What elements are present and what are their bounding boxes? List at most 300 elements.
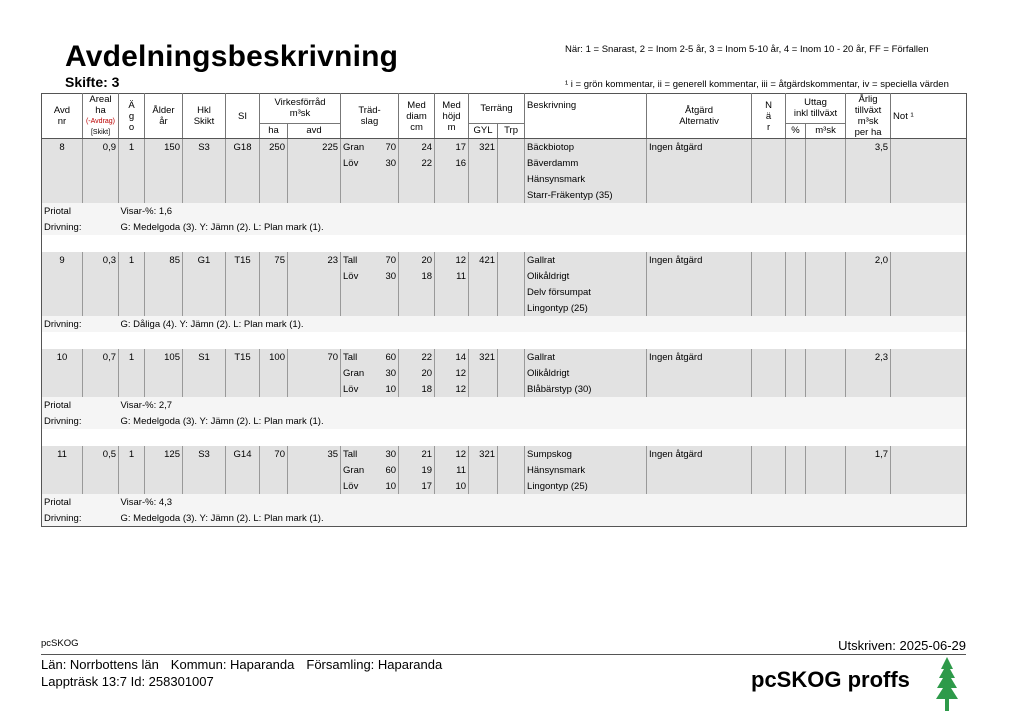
cell-hojd — [435, 284, 469, 300]
kommun: Kommun: Haparanda — [170, 657, 295, 672]
cell-areal — [83, 462, 119, 478]
cell-upct — [786, 155, 806, 171]
cell-tillv — [846, 187, 891, 203]
cell-diam: 24 — [399, 139, 435, 156]
cell-atgard — [647, 300, 752, 316]
col-tillvaxt: Årlig — [858, 94, 878, 105]
cell-not — [891, 300, 967, 316]
stand-row — [42, 462, 967, 478]
info-value: Visar-%: 2,7 — [119, 397, 967, 413]
cell-diam: 20 — [399, 252, 435, 268]
cell-hojd: 17 — [435, 139, 469, 156]
cell-areal — [83, 365, 119, 381]
cell-si — [226, 365, 260, 381]
cell-not — [891, 462, 967, 478]
stand-row — [42, 268, 967, 284]
cell-atgard — [647, 268, 752, 284]
cell-not — [891, 478, 967, 494]
cell-upct — [786, 171, 806, 187]
cell-alder — [145, 171, 183, 187]
cell-um3 — [806, 171, 846, 187]
cell-diam: 17 — [399, 478, 435, 494]
cell-pct — [383, 300, 399, 316]
cell-pct: 60 — [383, 462, 399, 478]
cell-si: G14 — [226, 446, 260, 462]
cell-si — [226, 462, 260, 478]
cell-not — [891, 268, 967, 284]
cell-trad: Tall — [341, 349, 383, 365]
col-terrang: Terräng — [480, 102, 513, 114]
cell-trad: Gran — [341, 139, 383, 156]
section-gap — [42, 429, 967, 446]
col-trp: Trp — [504, 125, 518, 137]
info-row — [42, 510, 967, 527]
cell-alder: 105 — [145, 349, 183, 365]
cell-pct: 10 — [383, 478, 399, 494]
cell-ag: 1 — [119, 139, 145, 156]
cell-hkl — [183, 284, 226, 300]
cell-trp — [498, 268, 525, 284]
cell-hkl — [183, 462, 226, 478]
cell-hkl — [183, 187, 226, 203]
cell-si: T15 — [226, 349, 260, 365]
cell-vha — [260, 381, 288, 397]
cell-hkl: S3 — [183, 139, 226, 156]
cell-upct — [786, 284, 806, 300]
stand-row — [42, 139, 967, 156]
cell-atgard — [647, 187, 752, 203]
cell-tillv: 2,3 — [846, 349, 891, 365]
cell-vha: 75 — [260, 252, 288, 268]
col-beskrivning: Beskrivning — [527, 100, 577, 111]
cell-atgard: Ingen åtgärd — [647, 349, 752, 365]
cell-si — [226, 155, 260, 171]
cell-avd — [42, 171, 83, 187]
cell-areal: 0,7 — [83, 349, 119, 365]
cell-gyl: 321 — [469, 139, 498, 156]
cell-hkl — [183, 155, 226, 171]
info-row — [42, 203, 967, 219]
cell-si — [226, 268, 260, 284]
cell-si — [226, 187, 260, 203]
cell-hkl — [183, 381, 226, 397]
col-nar: N — [765, 99, 772, 111]
col-atgard: Åtgärd — [685, 105, 714, 116]
cell-avd — [42, 284, 83, 300]
cell-ag — [119, 284, 145, 300]
cell-upct — [786, 300, 806, 316]
cell-si — [226, 381, 260, 397]
cell-ag — [119, 268, 145, 284]
cell-nar — [752, 155, 786, 171]
cell-ag — [119, 187, 145, 203]
cell-trp — [498, 478, 525, 494]
stand-row — [42, 300, 967, 316]
cell-hojd: 11 — [435, 462, 469, 478]
cell-hojd — [435, 171, 469, 187]
cell-upct — [786, 187, 806, 203]
cell-si — [226, 171, 260, 187]
cell-atgard — [647, 365, 752, 381]
cell-tillv — [846, 171, 891, 187]
cell-gyl — [469, 155, 498, 171]
cell-trad — [341, 187, 383, 203]
cell-gyl: 421 — [469, 252, 498, 268]
cell-areal: 0,9 — [83, 139, 119, 156]
cell-um3 — [806, 349, 846, 365]
col-alder: Ålder — [152, 105, 175, 116]
cell-not — [891, 139, 967, 156]
cell-atgard: Ingen åtgärd — [647, 252, 752, 268]
info-value: G: Dåliga (4). Y: Jämn (2). L: Plan mark (1). — [119, 316, 967, 332]
info-value: Visar-%: 1,6 — [119, 203, 967, 219]
cell-besk: Olikåldrigt — [525, 365, 647, 381]
cell-gyl — [469, 171, 498, 187]
cell-not — [891, 365, 967, 381]
cell-areal — [83, 155, 119, 171]
cell-hojd: 11 — [435, 268, 469, 284]
col-avd: Avd — [53, 105, 71, 116]
cell-alder — [145, 268, 183, 284]
print-date: Utskriven: 2025-06-29 — [838, 638, 966, 653]
fastighet: Lappträsk 13:7 Id: 258301007 — [41, 674, 214, 689]
col-diam: Med — [407, 99, 426, 111]
cell-tillv — [846, 381, 891, 397]
cell-hkl: S1 — [183, 349, 226, 365]
cell-trp — [498, 349, 525, 365]
cell-diam: 22 — [399, 155, 435, 171]
info-label: Priotal — [42, 203, 119, 219]
cell-hojd: 16 — [435, 155, 469, 171]
cell-avd — [42, 462, 83, 478]
info-value: G: Medelgoda (3). Y: Jämn (2). L: Plan mark (1). — [119, 413, 967, 429]
info-label: Drivning: — [42, 510, 119, 527]
stand-row — [42, 365, 967, 381]
cell-tillv — [846, 284, 891, 300]
cell-hojd: 10 — [435, 478, 469, 494]
cell-trad: Gran — [341, 462, 383, 478]
cell-not — [891, 252, 967, 268]
cell-si — [226, 284, 260, 300]
location-info — [41, 656, 454, 690]
cell-vavd: 225 — [288, 139, 341, 156]
cell-pct: 60 — [383, 349, 399, 365]
cell-areal — [83, 284, 119, 300]
cell-avd: 10 — [42, 349, 83, 365]
cell-alder: 150 — [145, 139, 183, 156]
cell-ag — [119, 478, 145, 494]
cell-not — [891, 155, 967, 171]
cell-besk: Gallrat — [525, 349, 647, 365]
cell-vavd — [288, 155, 341, 171]
cell-si — [226, 478, 260, 494]
cell-areal — [83, 171, 119, 187]
cell-um3 — [806, 446, 846, 462]
info-row — [42, 397, 967, 413]
cell-besk: Sumpskog — [525, 446, 647, 462]
cell-diam: 22 — [399, 349, 435, 365]
cell-nar — [752, 381, 786, 397]
cell-alder: 125 — [145, 446, 183, 462]
col-uttag: Uttag — [804, 97, 827, 109]
cell-ag: 1 — [119, 446, 145, 462]
cell-diam — [399, 171, 435, 187]
cell-trad — [341, 284, 383, 300]
cell-trp — [498, 187, 525, 203]
cell-alder — [145, 187, 183, 203]
cell-gyl — [469, 478, 498, 494]
section-gap — [42, 332, 967, 349]
cell-besk: Lingontyp (25) — [525, 478, 647, 494]
cell-nar — [752, 462, 786, 478]
col-tradslag: Träd- — [358, 105, 381, 116]
cell-nar — [752, 284, 786, 300]
cell-besk: Olikåldrigt — [525, 268, 647, 284]
cell-um3 — [806, 252, 846, 268]
cell-avd — [42, 365, 83, 381]
stand-row — [42, 381, 967, 397]
cell-vavd — [288, 462, 341, 478]
cell-nar — [752, 446, 786, 462]
footer-divider — [41, 654, 966, 655]
cell-diam: 21 — [399, 446, 435, 462]
cell-upct — [786, 478, 806, 494]
cell-vavd — [288, 300, 341, 316]
section-gap — [42, 235, 967, 252]
cell-vha — [260, 155, 288, 171]
cell-besk: Blåbärstyp (30) — [525, 381, 647, 397]
col-areal: Areal — [89, 94, 112, 105]
cell-upct — [786, 365, 806, 381]
cell-si — [226, 300, 260, 316]
cell-besk: Bäverdamm — [525, 155, 647, 171]
cell-avd — [42, 300, 83, 316]
cell-upct — [786, 252, 806, 268]
cell-diam — [399, 300, 435, 316]
page-title: Avdelningsbeskrivning — [65, 40, 399, 73]
cell-atgard: Ingen åtgärd — [647, 446, 752, 462]
program-name: pcSKOG — [41, 638, 79, 649]
cell-trp — [498, 139, 525, 156]
cell-hkl: G1 — [183, 252, 226, 268]
stand-table — [41, 93, 967, 527]
info-label: Drivning: — [42, 316, 119, 332]
cell-ag: 1 — [119, 252, 145, 268]
info-row — [42, 413, 967, 429]
cell-nar — [752, 139, 786, 156]
cell-alder — [145, 381, 183, 397]
cell-not — [891, 446, 967, 462]
cell-besk: Starr-Fräkentyp (35) — [525, 187, 647, 203]
cell-vha — [260, 462, 288, 478]
cell-vha — [260, 187, 288, 203]
cell-vavd — [288, 381, 341, 397]
cell-ag — [119, 462, 145, 478]
cell-trp — [498, 381, 525, 397]
cell-areal: 0,3 — [83, 252, 119, 268]
cell-um3 — [806, 155, 846, 171]
cell-alder — [145, 155, 183, 171]
cell-um3 — [806, 381, 846, 397]
cell-gyl — [469, 462, 498, 478]
cell-hojd: 12 — [435, 365, 469, 381]
cell-not — [891, 187, 967, 203]
cell-tillv — [846, 478, 891, 494]
cell-vha — [260, 284, 288, 300]
stand-row — [42, 349, 967, 365]
stand-row — [42, 252, 967, 268]
cell-gyl — [469, 284, 498, 300]
cell-vavd — [288, 268, 341, 284]
cell-diam: 18 — [399, 268, 435, 284]
info-row — [42, 316, 967, 332]
cell-hkl — [183, 478, 226, 494]
cell-vha: 100 — [260, 349, 288, 365]
cell-tillv — [846, 268, 891, 284]
col-virke-avd: avd — [306, 125, 322, 137]
cell-avd: 9 — [42, 252, 83, 268]
cell-upct — [786, 349, 806, 365]
cell-tillv: 2,0 — [846, 252, 891, 268]
cell-alder: 85 — [145, 252, 183, 268]
cell-trp — [498, 462, 525, 478]
legend-comment: ¹ i = grön kommentar, ii = generell kommentar, iii = åtgärdskommentar, iv = speciella värden — [565, 79, 949, 90]
cell-diam — [399, 187, 435, 203]
cell-not — [891, 284, 967, 300]
cell-si: T15 — [226, 252, 260, 268]
cell-tillv — [846, 155, 891, 171]
cell-besk: Delv försumpat — [525, 284, 647, 300]
cell-si: G18 — [226, 139, 260, 156]
cell-hkl — [183, 300, 226, 316]
cell-vavd — [288, 365, 341, 381]
col-uttag-m3: m³sk — [815, 125, 836, 137]
cell-trp — [498, 446, 525, 462]
cell-avd — [42, 381, 83, 397]
cell-gyl — [469, 300, 498, 316]
cell-alder — [145, 478, 183, 494]
cell-besk: Hänsynsmark — [525, 462, 647, 478]
cell-pct — [383, 171, 399, 187]
cell-upct — [786, 446, 806, 462]
cell-tillv — [846, 365, 891, 381]
cell-trad: Löv — [341, 381, 383, 397]
cell-tillv — [846, 462, 891, 478]
cell-pct: 30 — [383, 155, 399, 171]
cell-besk: Lingontyp (25) — [525, 300, 647, 316]
cell-um3 — [806, 284, 846, 300]
cell-avd: 8 — [42, 139, 83, 156]
cell-besk: Gallrat — [525, 252, 647, 268]
cell-not — [891, 171, 967, 187]
cell-um3 — [806, 365, 846, 381]
cell-nar — [752, 171, 786, 187]
col-agoslag: Ä — [128, 99, 135, 111]
cell-trad — [341, 171, 383, 187]
cell-vavd: 35 — [288, 446, 341, 462]
cell-um3 — [806, 187, 846, 203]
cell-gyl — [469, 268, 498, 284]
cell-atgard — [647, 284, 752, 300]
table-header: Avd nr Areal ha (-Avdrag) [Skikt] Ä g o Ålder år Hkl Skikt SI Virkesförråd m³sk Träd- slag Med diam cm Med höjd m Terräng Beskrivning Åtgärd Alternativ N ä r Uttag inkl tillväxt Årlig tillväxt m³sk per ha Not ¹ ha avd GYL Trp % m³sk — [42, 94, 967, 139]
cell-trad: Löv — [341, 268, 383, 284]
cell-vavd — [288, 187, 341, 203]
cell-hojd: 12 — [435, 381, 469, 397]
col-si: SI — [238, 110, 247, 122]
cell-diam: 20 — [399, 365, 435, 381]
cell-alder — [145, 284, 183, 300]
stand-row — [42, 187, 967, 203]
cell-not — [891, 381, 967, 397]
cell-ag — [119, 155, 145, 171]
cell-trp — [498, 155, 525, 171]
cell-um3 — [806, 462, 846, 478]
cell-trad: Löv — [341, 478, 383, 494]
cell-besk: Bäckbiotop — [525, 139, 647, 156]
cell-hojd: 12 — [435, 252, 469, 268]
info-label: Drivning: — [42, 413, 119, 429]
cell-pct: 30 — [383, 365, 399, 381]
col-gyl: GYL — [473, 125, 493, 137]
cell-vha — [260, 300, 288, 316]
cell-vavd — [288, 478, 341, 494]
cell-diam: 18 — [399, 381, 435, 397]
cell-avd: 11 — [42, 446, 83, 462]
stand-row — [42, 155, 967, 171]
cell-pct — [383, 284, 399, 300]
cell-trp — [498, 284, 525, 300]
cell-hojd — [435, 187, 469, 203]
cell-atgard — [647, 462, 752, 478]
cell-avd — [42, 155, 83, 171]
cell-trad: Tall — [341, 446, 383, 462]
cell-avd — [42, 268, 83, 284]
cell-gyl — [469, 187, 498, 203]
cell-vha — [260, 478, 288, 494]
cell-trp — [498, 171, 525, 187]
cell-vha — [260, 171, 288, 187]
cell-hojd: 12 — [435, 446, 469, 462]
cell-nar — [752, 365, 786, 381]
col-hojd: Med — [442, 99, 461, 111]
info-label: Drivning: — [42, 219, 119, 235]
cell-nar — [752, 300, 786, 316]
cell-areal — [83, 300, 119, 316]
stand-row — [42, 171, 967, 187]
cell-vavd — [288, 284, 341, 300]
cell-atgard — [647, 171, 752, 187]
lan: Län: Norrbottens län — [41, 657, 159, 672]
cell-um3 — [806, 139, 846, 156]
cell-nar — [752, 268, 786, 284]
stand-row — [42, 284, 967, 300]
cell-alder — [145, 462, 183, 478]
cell-vavd: 23 — [288, 252, 341, 268]
cell-gyl — [469, 381, 498, 397]
cell-hojd — [435, 300, 469, 316]
cell-vavd: 70 — [288, 349, 341, 365]
cell-vha — [260, 268, 288, 284]
cell-hkl: S3 — [183, 446, 226, 462]
cell-upct — [786, 139, 806, 156]
cell-trp — [498, 300, 525, 316]
col-not: Not ¹ — [893, 110, 914, 122]
cell-atgard — [647, 155, 752, 171]
cell-upct — [786, 268, 806, 284]
cell-hkl — [183, 365, 226, 381]
legend-nar: När: 1 = Snarast, 2 = Inom 2-5 år, 3 = Inom 5-10 år, 4 = Inom 10 - 20 år, FF = Förfallen — [565, 44, 929, 55]
cell-alder — [145, 300, 183, 316]
